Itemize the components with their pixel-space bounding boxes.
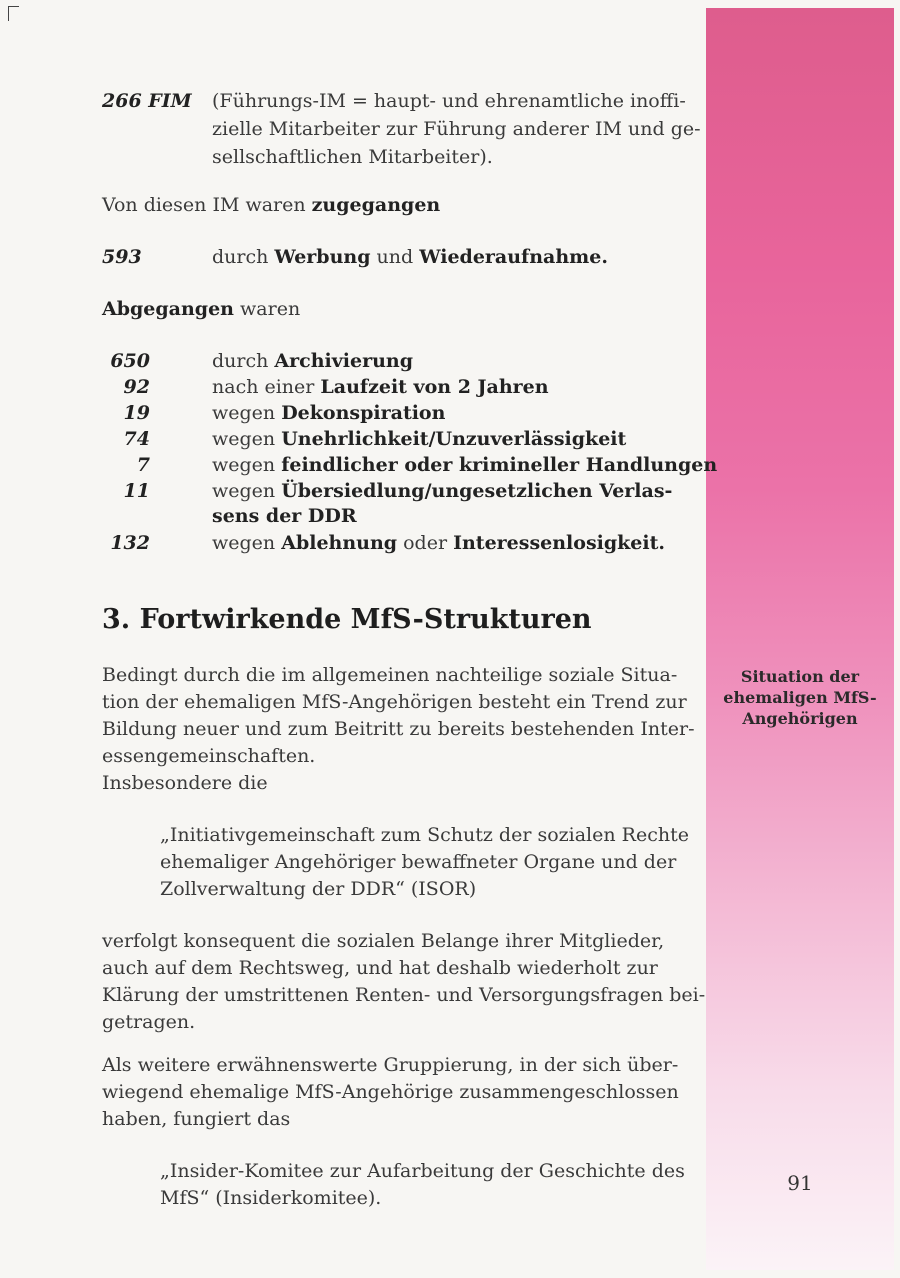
crop-mark bbox=[8, 6, 19, 21]
paragraph-line: Insbesondere die bbox=[102, 772, 268, 794]
fim-line-3: sellschaftlichen Mitarbeiter). bbox=[212, 146, 493, 168]
abgang-reason-continued: sens der DDR bbox=[212, 505, 357, 527]
fim-number: 266 FIM bbox=[102, 90, 192, 112]
abgang-reason: nach einer Laufzeit von 2 Jahren bbox=[212, 376, 549, 398]
zugang-text: durch Werbung und Wiederaufnahme. bbox=[212, 246, 608, 268]
quote-line: „Insider-Komitee zur Aufarbeitung der Geschichte des bbox=[160, 1160, 685, 1182]
margin-note-line: Situation der bbox=[740, 667, 860, 686]
zugang-number: 593 bbox=[102, 246, 142, 268]
paragraph-line: tion der ehemaligen MfS-Angehörigen besteht ein Trend zur bbox=[102, 691, 687, 713]
paragraph-line: getragen. bbox=[102, 1011, 196, 1033]
page-number: 91 bbox=[787, 1171, 813, 1195]
paragraph-line: auch auf dem Rechtsweg, und hat deshalb wiederholt zur bbox=[102, 957, 658, 979]
margin-note-line: ehemaligen MfS- bbox=[723, 688, 877, 707]
fim-line-1: (Führungs-IM = haupt- und ehrenamtliche inoffi- bbox=[212, 90, 686, 112]
quote-line: „Initiativgemeinschaft zum Schutz der sozialen Rechte bbox=[160, 824, 689, 846]
abgang-reason: wegen Übersiedlung/ungesetzlichen Verlas- bbox=[212, 480, 673, 502]
quote-line: MfS“ (Insiderkomitee). bbox=[160, 1187, 382, 1209]
paragraph-line: Bedingt durch die im allgemeinen nachteilige soziale Situa- bbox=[102, 664, 678, 686]
paragraph-line: wiegend ehemalige MfS-Angehörige zusammengeschlossen bbox=[102, 1081, 679, 1103]
abgang-number: 19 bbox=[123, 402, 150, 424]
abgang-number: 11 bbox=[123, 480, 150, 502]
paragraph-line: verfolgt konsequent die sozialen Belange ihrer Mitglieder, bbox=[102, 930, 665, 952]
section-heading: 3. Fortwirkende MfS-Strukturen bbox=[102, 604, 592, 635]
paragraph-line: Klärung der umstrittenen Renten- und Versorgungsfragen bei- bbox=[102, 984, 706, 1006]
abgang-number: 74 bbox=[123, 428, 150, 450]
abgang-number: 92 bbox=[123, 376, 150, 398]
margin-note-line: Angehörigen bbox=[742, 709, 858, 728]
paragraph-line: essengemeinschaften. bbox=[102, 745, 316, 767]
zugang-intro: Von diesen IM waren zugegangen bbox=[102, 194, 441, 216]
abgang-reason: wegen Dekonspiration bbox=[212, 402, 446, 424]
margin-note bbox=[714, 666, 886, 729]
abgang-reason: durch Archivierung bbox=[212, 350, 414, 372]
sidebar-band bbox=[706, 8, 894, 1270]
abgang-number: 132 bbox=[110, 532, 150, 554]
fim-line-2: zielle Mitarbeiter zur Führung anderer IM und ge- bbox=[212, 118, 701, 140]
abgang-reason: wegen Ablehnung oder Interessenlosigkeit. bbox=[212, 532, 666, 554]
abgang-intro: Abgegangen waren bbox=[102, 298, 301, 320]
abgang-reason: wegen Unehrlichkeit/Unzuverlässigkeit bbox=[212, 428, 627, 450]
quote-line: ehemaliger Angehöriger bewaffneter Organe und der bbox=[160, 851, 677, 873]
abgang-number: 650 bbox=[110, 350, 150, 372]
abgang-reason: wegen feindlicher oder krimineller Handlungen bbox=[212, 454, 718, 476]
quote-line: Zollverwaltung der DDR“ (ISOR) bbox=[160, 878, 477, 900]
paragraph-line: Als weitere erwähnenswerte Gruppierung, in der sich über- bbox=[102, 1054, 679, 1076]
abgang-number: 7 bbox=[136, 454, 150, 476]
paragraph-line: Bildung neuer und zum Beitritt zu bereits bestehenden Inter- bbox=[102, 718, 695, 740]
paragraph-line: haben, fungiert das bbox=[102, 1108, 291, 1130]
